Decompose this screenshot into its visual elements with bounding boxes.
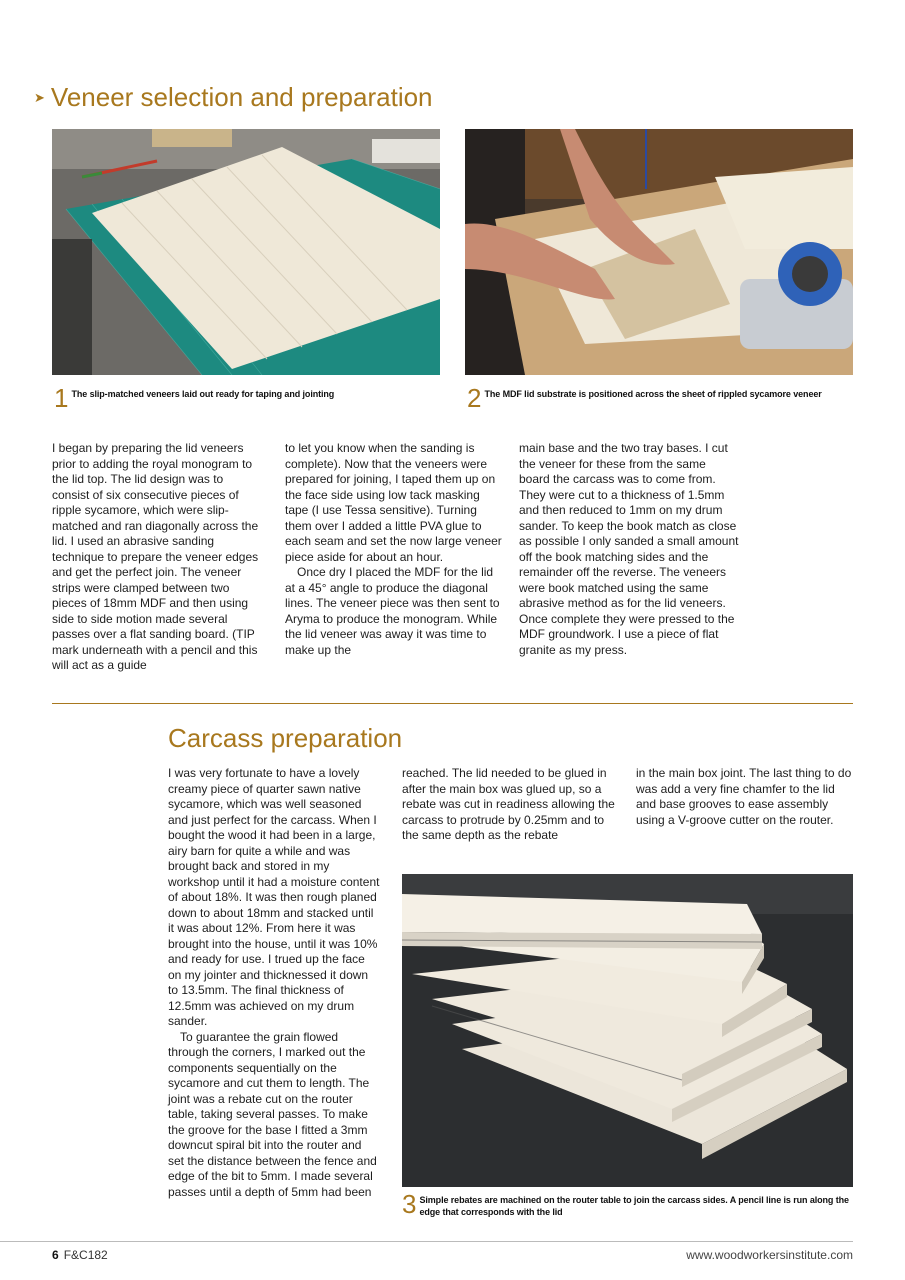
carcass-text-column-2 (402, 766, 624, 844)
section-title-veneer (34, 82, 433, 113)
footer-website[interactable]: www.woodworkersinstitute.com (686, 1248, 853, 1262)
veneer-text-column-3 (519, 441, 739, 658)
paragraph: I was very fortunate to have a lovely creamy piece of quarter sawn native sycamore, which was well seasoned and just perfect for the carcass. When I bought the wood it had been in a large, airy barn for quite a while and was brought back and stored in my workshop until it had a moisture content of about 18%. It was then rough planed down to about 18mm and stacked until it was about 12%. From here it was brought into the house, until it was 10% and ready for use. I trued up the face on my jointer and thicknessed it down to 13.5mm. The final thickness of 12.5mm was achieved on my drum sander. (168, 766, 380, 1028)
paragraph: to let you know when the sanding is complete). Now that the veneers were prepared for joining, I taped them up on the face side using low tack masking tape (I use Tessa sensitive). Turning them over I added a little PVA glue to each seam and set the now large veneer piece aside for about an hour. (285, 441, 502, 564)
caption-text: Simple rebates are machined on the router table to join the carcass sides. A pencil line is run along the edge that corresponds with the lid (419, 1195, 849, 1217)
photo-mdf-lid-on-veneer (465, 129, 853, 375)
paragraph: main base and the two tray bases. I cut the veneer for these from the same board the carcass was to come from. They were cut to a thickness of 1.5mm and then reduced to 1mm on my drum sander. To keep the book match as close as possible I only sanded a small amount off the book matching sides and the remainder off the reverse. The veneers were book matched using the same abrasive method as for the lid veneers. Once complete they were pressed to the MDF groundwork. I use a piece of flat granite as my press. (519, 441, 739, 657)
carcass-text-column-3 (636, 766, 856, 828)
caption-text: The slip-matched veneers laid out ready for taping and jointing (71, 389, 335, 399)
paragraph: To guarantee the grain flowed through the corners, I marked out the components sequentially on the sycamore and cut them to length. The joint was a rebate cut on the router table, taking several passes. To make the groove for the base I fitted a 3mm downcut spiral bit into the router and set the distance between the fence and edge of the bit to 5mm. I made several passes until a depth of 5mm had been (168, 1029, 377, 1199)
caption-number: 1 (54, 383, 69, 413)
arrow-bullet-icon: ➤ (34, 90, 45, 105)
photo-veneers-on-cutting-mat (52, 129, 440, 375)
section-divider (52, 703, 853, 704)
paragraph: reached. The lid needed to be glued in after the main box was glued up, so a rebate was cut in readiness allowing the carcass to protrude by 0.25mm and to the same depth as the rebate (402, 766, 615, 842)
caption-number: 3 (402, 1189, 417, 1219)
issue-label: F&C182 (63, 1248, 108, 1262)
veneer-text-column-2 (285, 441, 505, 658)
paragraph: Once dry I placed the MDF for the lid at a 45° angle to produce the diagonal lines. The veneer piece was then sent to Aryma to produce the monogram. While the lid veneer was away it was time to make up the (285, 565, 500, 657)
caption-number: 2 (467, 383, 482, 413)
caption-1 (54, 383, 444, 413)
paragraph: in the main box joint. The last thing to do was add a very fine chamfer to the lid and base grooves to ease assembly using a V-groove cutter on the router. (636, 766, 852, 827)
footer-divider (0, 1241, 853, 1242)
caption-2 (467, 383, 857, 413)
section-title-veneer-text: Veneer selection and preparation (50, 82, 433, 112)
paragraph: I began by preparing the lid veneers prior to adding the royal monogram to the lid top. The lid design was to consist of six consecutive pieces of ripple sycamore, which were slip-matched and ran diagonally across the lid. I used an abrasive sanding technique to prepare the veneer edges and get the perfect join. The veneer strips were clamped between two pieces of 18mm MDF and then using side to side motion made several passes over a flat sanding board. (TIP mark underneath with a pencil and this will act as a guide (52, 441, 259, 672)
carcass-text-column-1 (168, 766, 380, 1200)
page-number: 6 (52, 1248, 59, 1262)
section-title-carcass: Carcass preparation (168, 723, 403, 753)
photo-stacked-carcass-boards (402, 874, 853, 1187)
caption-text: The MDF lid substrate is positioned across the sheet of rippled sycamore veneer (484, 389, 822, 399)
caption-3 (402, 1189, 853, 1219)
veneer-text-column-1 (52, 441, 262, 674)
footer-page-info (52, 1248, 108, 1262)
